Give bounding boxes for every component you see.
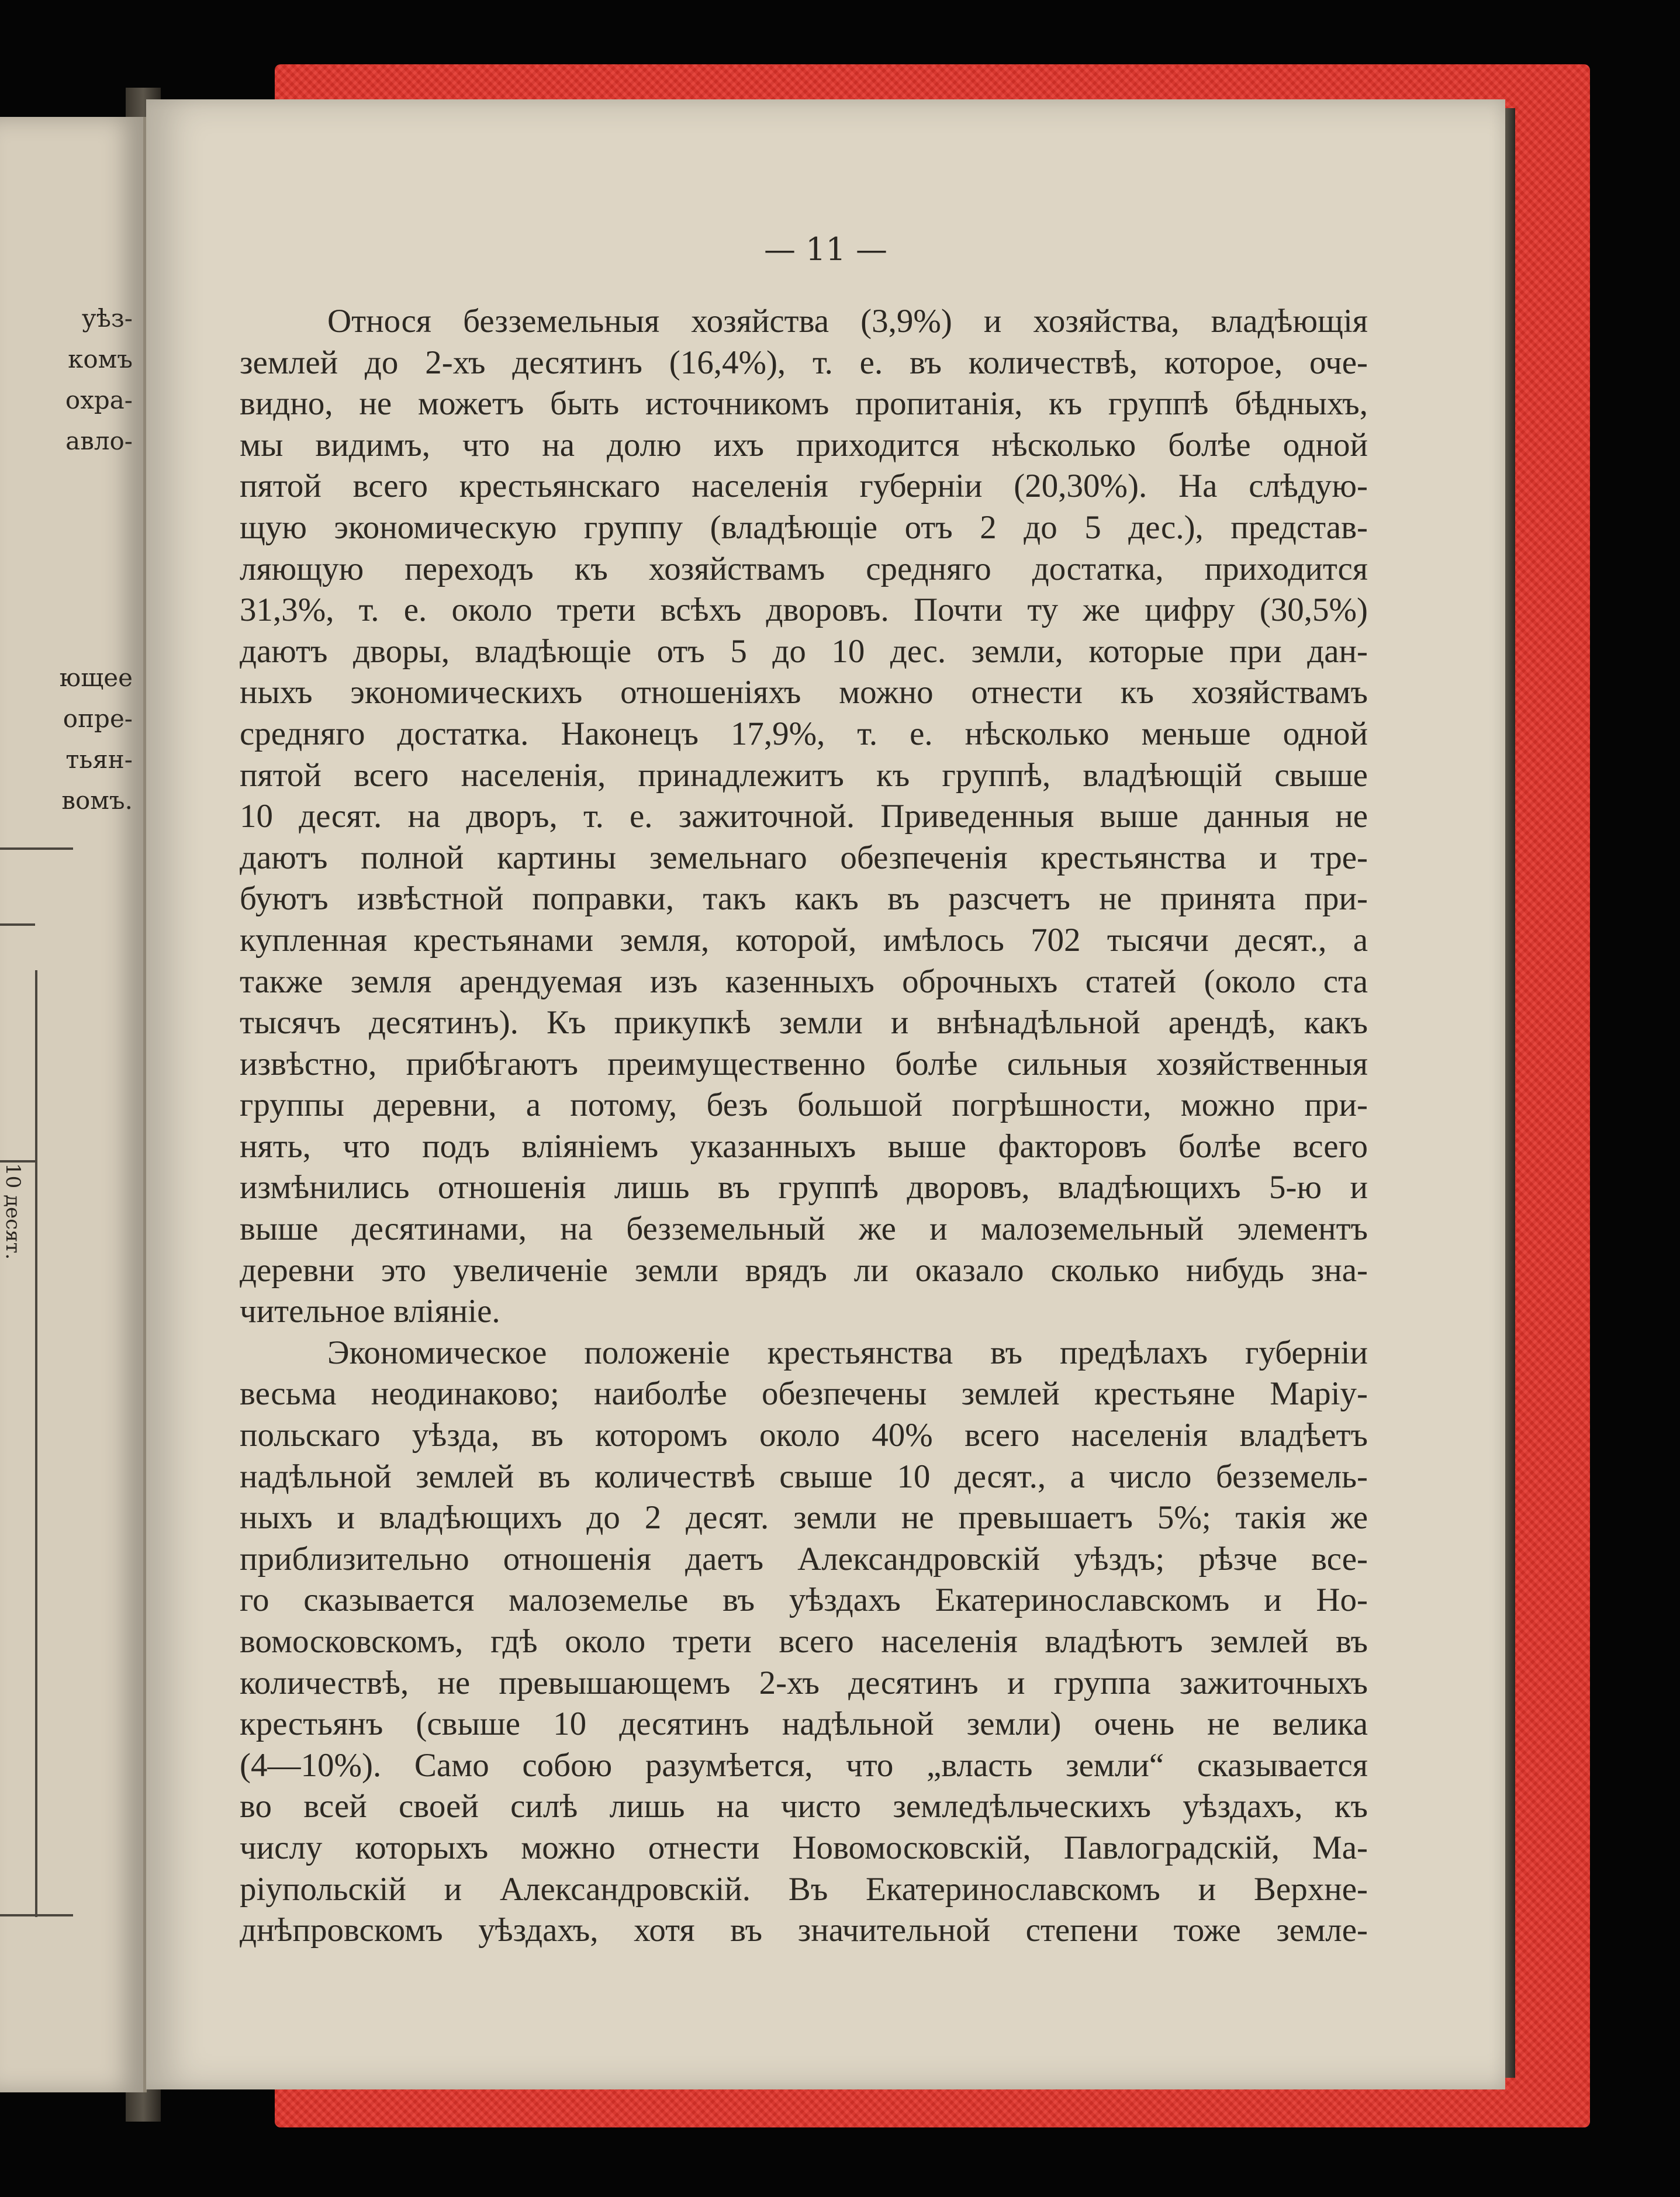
text-line: мы видимъ, что на долю ихъ приходится нѣсколько болѣе одной [240,426,1368,463]
text-line: выше десятинами, на безземельный же и малоземельный элементъ [240,1210,1368,1248]
text-line: 31,3%, т. е. около трети всѣхъ дворовъ. Почти ту же цифру (30,5%) [240,591,1368,629]
text-line: деревни это увеличеніе земли врядъ ли оказало сколько нибудь зна- [240,1251,1368,1289]
left-page-fragment: опре- [63,704,133,733]
left-page-fragment: уѣз- [81,304,133,333]
text-line: числу которыхъ можно отнести Новомосковскій, Павлоградскій, Ма- [240,1829,1368,1866]
text-line: купленная крестьянами земля, которой, имѣлось 702 тысячи десят., а [240,921,1368,959]
table-column-line [35,970,37,1917]
text-line: надѣльной землей въ количествѣ свыше 10 десят., а число безземель- [240,1458,1368,1495]
text-line: извѣстно, прибѣгаютъ преимущественно болѣе сильныя хозяйственныя [240,1045,1368,1082]
text-line: количествѣ, не превышающемъ 2-хъ десятинъ и группа зажиточныхъ [240,1664,1368,1701]
text-line: Экономическое положеніе крестьянства въ предѣлахъ губерніи [327,1334,1368,1371]
left-page-fragment: ющее [59,663,133,692]
text-line: также земля арендуемая изъ казенныхъ оброчныхъ статей (около ста [240,963,1368,1000]
text-line: нять, что подъ вліяніемъ указанныхъ выше факторовъ болѣе всего [240,1127,1368,1165]
text-line: чительное вліяніе. [240,1293,500,1330]
page-number: — 11 — [763,231,888,268]
text-line: ныхъ экономическихъ отношеніяхъ можно отнести къ хозяйствамъ [240,674,1368,711]
text-line: ріупольскій и Александровскій. Въ Екатеринославскомъ и Верхне- [240,1870,1368,1908]
left-page-fragment: авло- [65,427,133,455]
table-rule [0,1160,35,1162]
text-line: днѣпровскомъ уѣздахъ, хотя въ значительной степени тоже земле- [240,1912,1368,1949]
left-page-fragment: комъ [68,345,133,373]
text-line: весьма неодинаково; наиболѣе обезпечены землей крестьяне Маріу- [240,1375,1368,1413]
book-page [146,99,1505,2089]
table-rule [0,847,73,850]
rotated-column-header: 10 десят. [1,1163,25,1260]
text-line: Относя безземельныя хозяйства (3,9%) и хозяйства, владѣющія [327,303,1368,340]
text-line: даютъ дворы, владѣющіе отъ 5 до 10 дес. земли, которые при дан- [240,632,1368,670]
text-line: группы деревни, а потому, безъ большой погрѣшности, можно при- [240,1087,1368,1124]
table-rule [0,1914,73,1916]
text-line: видно, не можетъ быть источникомъ пропитанія, къ группѣ бѣдныхъ, [240,385,1368,423]
text-line: го сказывается малоземелье въ уѣздахъ Екатеринославскомъ и Но- [240,1582,1368,1619]
text-line: даютъ полной картины земельнаго обезпеченія крестьянства и тре- [240,839,1368,876]
text-line: во всей своей силѣ лишь на чисто земледѣльческихъ уѣздахъ, къ [240,1788,1368,1825]
left-page-fragment: вомъ. [61,786,133,815]
text-line: пятой всего крестьянскаго населенія губерніи (20,30%). На слѣдую- [240,468,1368,505]
previous-page [0,117,147,2092]
text-line: щую экономическую группу (владѣющіе отъ 2 до 5 дес.), представ- [240,508,1368,546]
text-line: крестьянъ (свыше 10 десятинъ надѣльной земли) очень не велика [240,1705,1368,1743]
text-line: вомосковскомъ, гдѣ около трети всего населенія владѣютъ землей въ [240,1623,1368,1660]
text-line: (4—10%). Само собою разумѣется, что „власть земли“ сказывается [240,1746,1368,1784]
text-line: ныхъ и владѣющихъ до 2 десят. земли не превышаетъ 5%; такія же [240,1499,1368,1537]
left-page-fragment: охра- [65,386,133,414]
text-line: тысячъ десятинъ). Къ прикупкѣ земли и внѣнадѣльной арендѣ, какъ [240,1004,1368,1042]
text-line: 10 десят. на дворъ, т. е. зажиточной. Приведенныя выше данныя не [240,798,1368,835]
text-line: польскаго уѣзда, въ которомъ около 40% всего населенія владѣетъ [240,1417,1368,1454]
text-line: ляющую переходъ къ хозяйствамъ средняго достатка, приходится [240,550,1368,587]
text-line: буютъ извѣстной поправки, такъ какъ въ разсчетъ не принята при- [240,880,1368,918]
left-page-fragment: тьян- [65,745,133,774]
table-rule [0,923,35,926]
text-line: приблизительно отношенія даетъ Александровскій уѣздъ; рѣзче все- [240,1540,1368,1577]
text-line: измѣнились отношенія лишь въ группѣ дворовъ, владѣющихъ 5-ю и [240,1169,1368,1206]
text-line: пятой всего населенія, принадлежитъ къ группѣ, владѣющій свыше [240,756,1368,794]
text-line: землей до 2-хъ десятинъ (16,4%), т. е. въ количествѣ, которое, оче- [240,344,1368,381]
text-line: средняго достатка. Наконецъ 17,9%, т. е. нѣсколько меньше одной [240,715,1368,752]
body-text [240,301,1368,1952]
